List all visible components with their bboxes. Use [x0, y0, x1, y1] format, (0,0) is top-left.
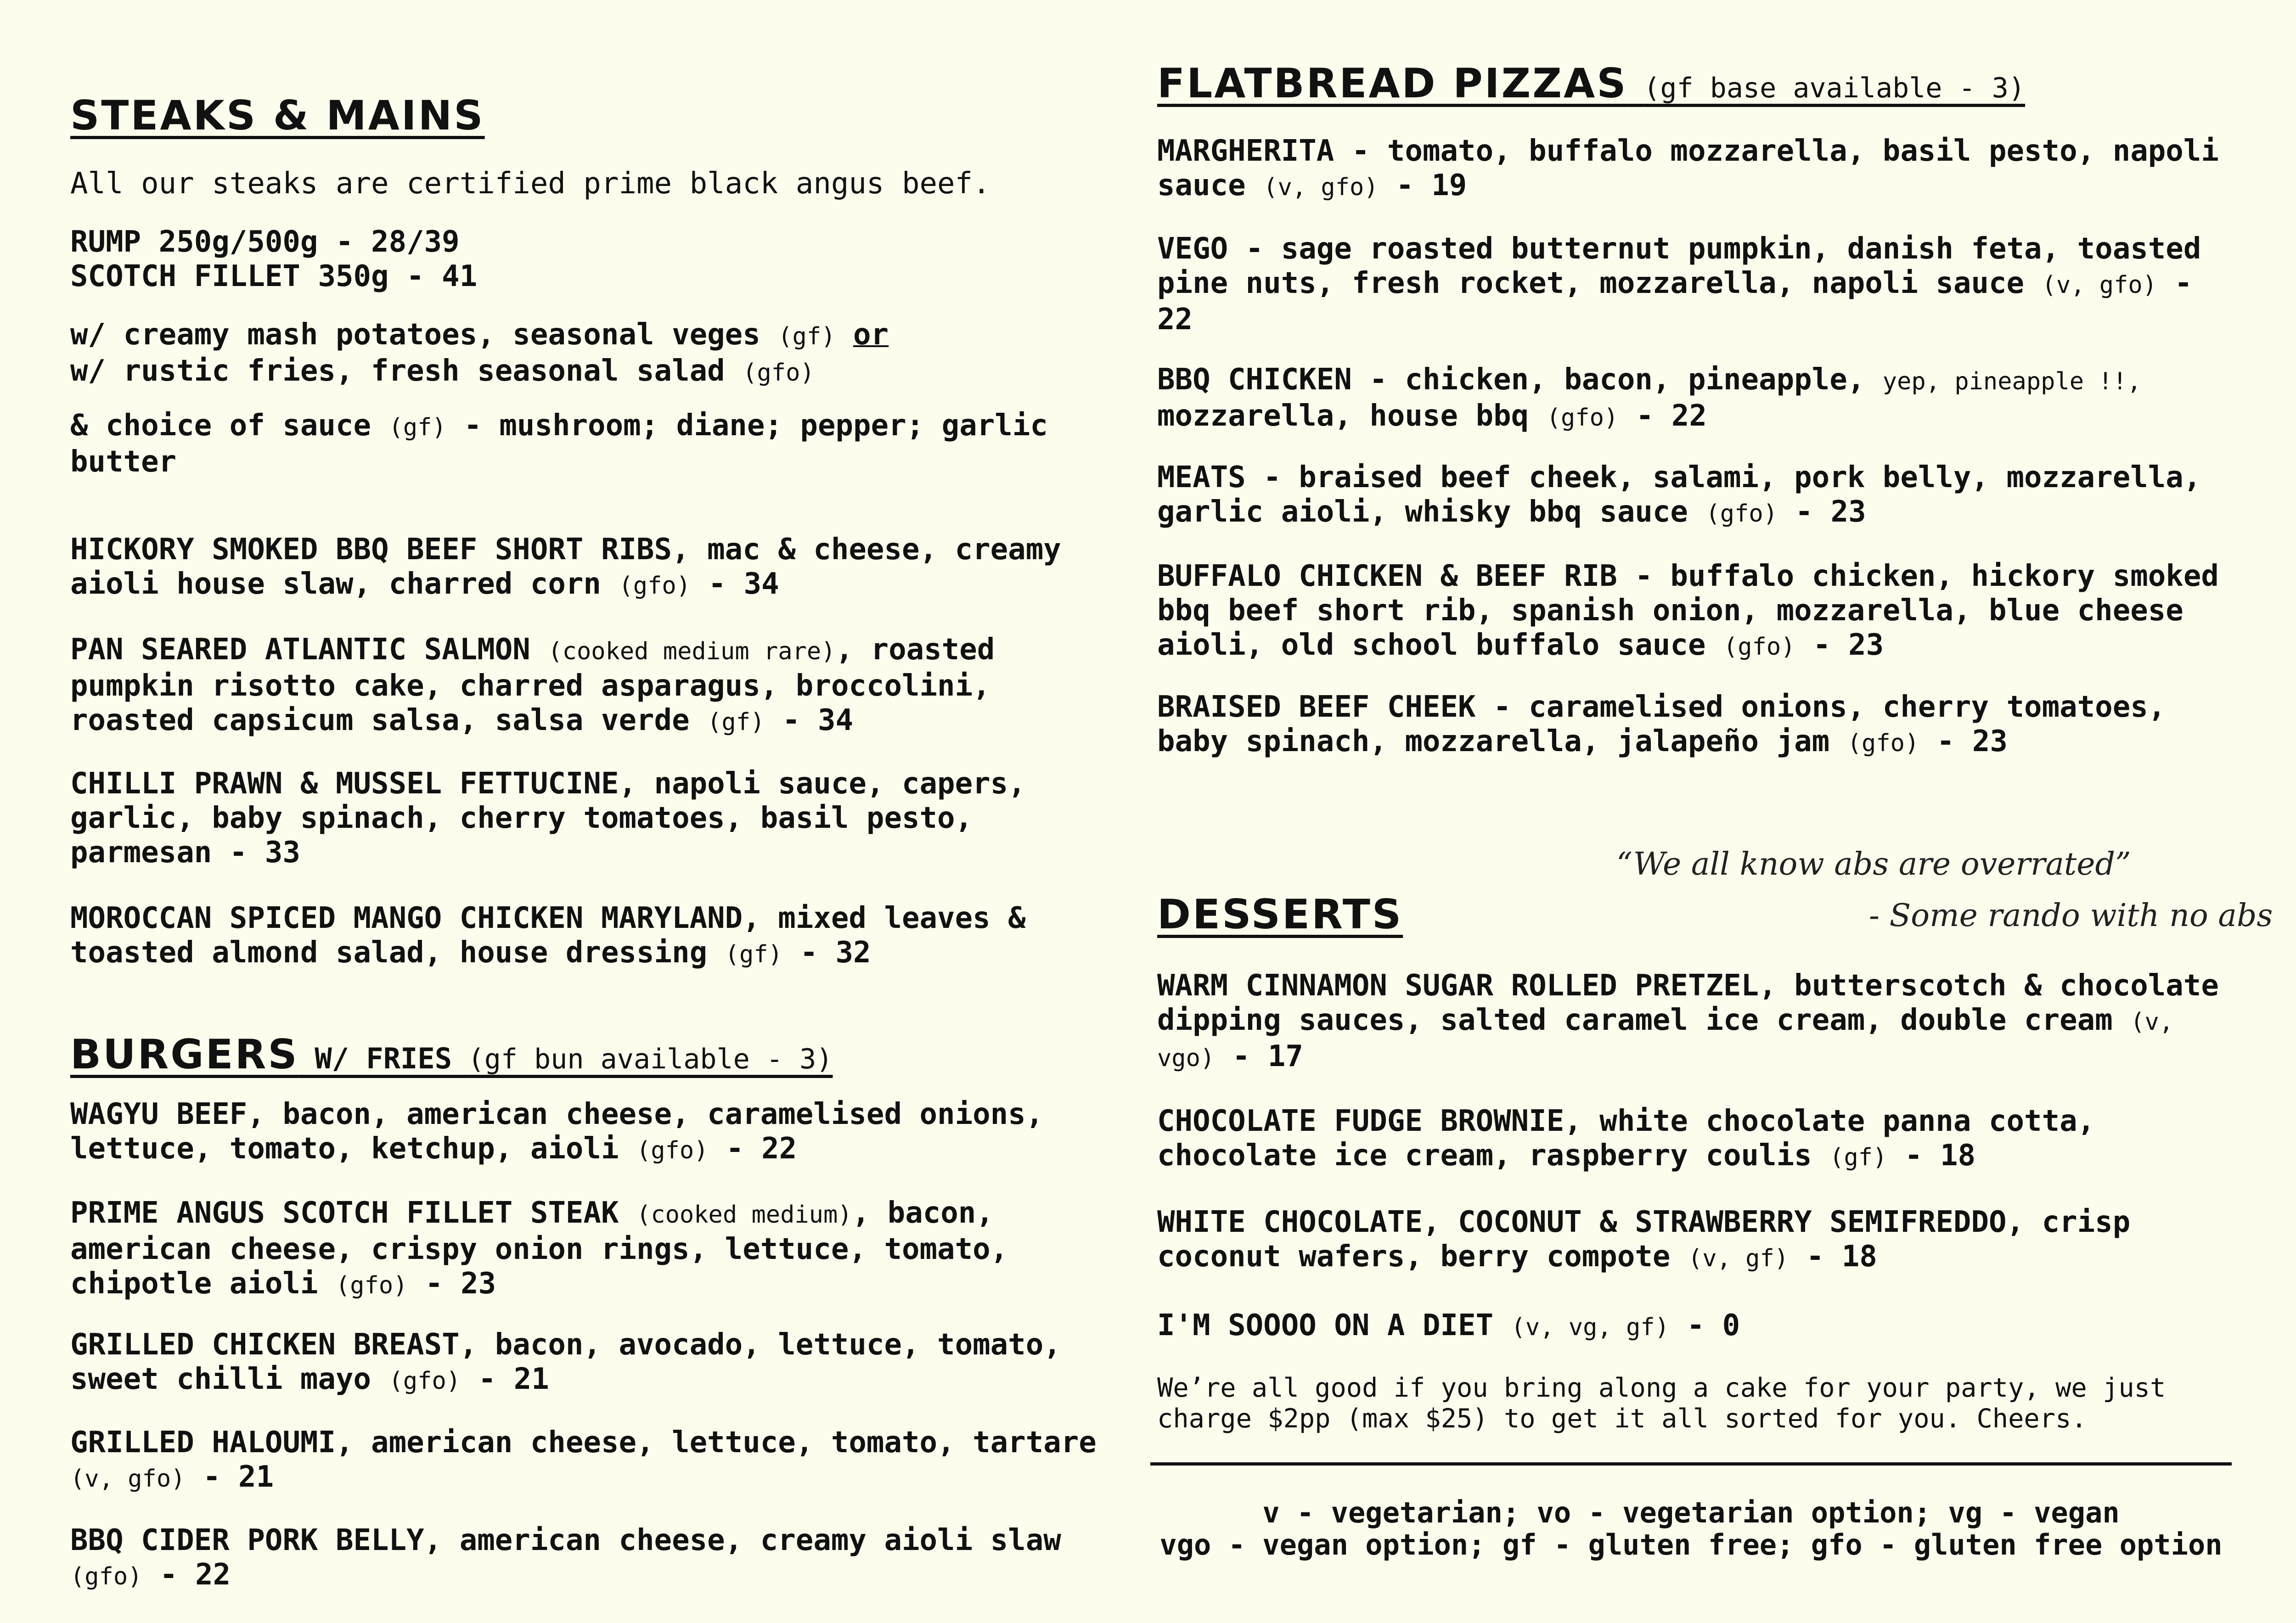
divider — [1150, 1462, 2232, 1466]
dessert-item: CHOCOLATE FUDGE BROWNIE, white chocolate panna cotta, chocolate ice cream, raspberry coulis (gf) - 18 — [1157, 1104, 2095, 1173]
steak-rump: RUMP 250g/500g - 28/39 — [70, 225, 460, 259]
steak-scotch-fillet: SCOTCH FILLET 350g - 41 — [70, 259, 478, 293]
dessert-item: I'M SOOOO ON A DIET (v, vg, gf) - 0 — [1157, 1309, 1740, 1342]
dessert-item: WHITE CHOCOLATE, COCONUT & STRAWBERRY SEMIFREDDO, crisp coconut wafers, berry compote (v, gf) - 18 — [1157, 1205, 2131, 1274]
burger-item: GRILLED HALOUMI, american cheese, lettuce, tomato, tartare (v, gfo) - 21 — [70, 1426, 1097, 1494]
cake-note: We’re all good if you bring along a cake for your party, we just charge $2pp (max $25) to get it all sorted for you. Cheers. — [1157, 1373, 2166, 1434]
legend-line-2: vgo - vegan option; gf - gluten free; gfo - gluten free option — [1159, 1528, 2223, 1561]
main-item: MOROCCAN SPICED MANGO CHICKEN MARYLAND, mixed leaves & toasted almond salad, house dressing (gf) - 32 — [70, 901, 1026, 970]
steak-sides: w/ creamy mash potatoes, seasonal veges (gf) or w/ rustic fries, fresh seasonal salad (gfo) — [70, 318, 889, 388]
steak-sauce: & choice of sauce (gf) - mushroom; diane; pepper; garlic butter — [70, 409, 1048, 479]
burger-item: WAGYU BEEF, bacon, american cheese, caramelised onions, lettuce, tomato, ketchup, aioli (gfo) - 22 — [70, 1097, 1044, 1166]
main-item: HICKORY SMOKED BBQ BEEF SHORT RIBS, mac & cheese, creamy aioli house slaw, charred corn (gfo) - 34 — [70, 533, 1061, 601]
quote-line: “We all know abs are overrated” — [1616, 846, 2131, 882]
burger-item: GRILLED CHICKEN BREAST, bacon, avocado, lettuce, tomato, sweet chilli mayo (gfo) - 21 — [70, 1328, 1061, 1396]
main-item: PAN SEARED ATLANTIC SALMON (cooked medium rare), roasted pumpkin risotto cake, charred asparagus, broccolini, roasted capsicum salsa, salsa verde (gf) - 34 — [70, 633, 995, 737]
steaks-heading: STEAKS & MAINS — [70, 92, 485, 139]
burger-item: BBQ CIDER PORK BELLY, american cheese, creamy aioli slaw (gfo) - 22 — [70, 1523, 1061, 1592]
pizza-item: VEGO - sage roasted butternut pumpkin, danish feta, toasted pine nuts, fresh rocket, mozzarella, napoli sauce (v, gfo) - 22 — [1157, 232, 2201, 337]
pizza-item: BBQ CHICKEN - chicken, bacon, pineapple, yep, pineapple !!, mozzarella, house bbq (gfo) - 22 — [1157, 363, 2142, 433]
quote-attribution: - Some rando with no abs — [1869, 898, 2273, 934]
legend-line-1: v - vegetarian; vo - vegetarian option; vg - vegan — [1262, 1496, 2120, 1529]
pizza-item: BUFFALO CHICKEN & BEEF RIB - buffalo chicken, hickory smoked bbq beef short rib, spanish onion, mozzarella, blue cheese aioli, old school buffalo sauce (gfo) - 23 — [1157, 559, 2219, 662]
burger-item: PRIME ANGUS SCOTCH FILLET STEAK (cooked medium), bacon, american cheese, crispy onion rings, lettuce, tomato, chipotle aioli (gfo) - 23 — [70, 1196, 1008, 1301]
sides-or: or — [853, 318, 889, 352]
pizza-item: BRAISED BEEF CHEEK - caramelised onions, cherry tomatoes, baby spinach, mozzarella, jalapeño jam (gfo) - 23 — [1157, 690, 2166, 758]
pizza-item: MARGHERITA - tomato, buffalo mozzarella, basil pesto, napoli sauce (v, gfo) - 19 — [1157, 134, 2219, 202]
flatbread-heading: FLATBREAD PIZZAS (gf base available - 3) — [1157, 60, 2026, 107]
steaks-intro: All our steaks are certified prime black angus beef. — [70, 167, 990, 201]
main-item: CHILLI PRAWN & MUSSEL FETTUCINE, napoli sauce, capers, garlic, baby spinach, cherry tomatoes, basil pesto, parmesan - 33 — [70, 767, 1026, 870]
pizza-item: MEATS - braised beef cheek, salami, pork belly, mozzarella, garlic aioli, whisky bbq sauce (gfo) - 23 — [1157, 461, 2201, 529]
burgers-heading: BURGERS W/ FRIES (gf bun available - 3) — [70, 1031, 833, 1078]
dessert-item: WARM CINNAMON SUGAR ROLLED PRETZEL, butterscotch & chocolate dipping sauces, salted caramel ice cream, double cream (v, vgo) - 17 — [1157, 969, 2219, 1073]
desserts-heading: DESSERTS — [1157, 891, 1403, 938]
